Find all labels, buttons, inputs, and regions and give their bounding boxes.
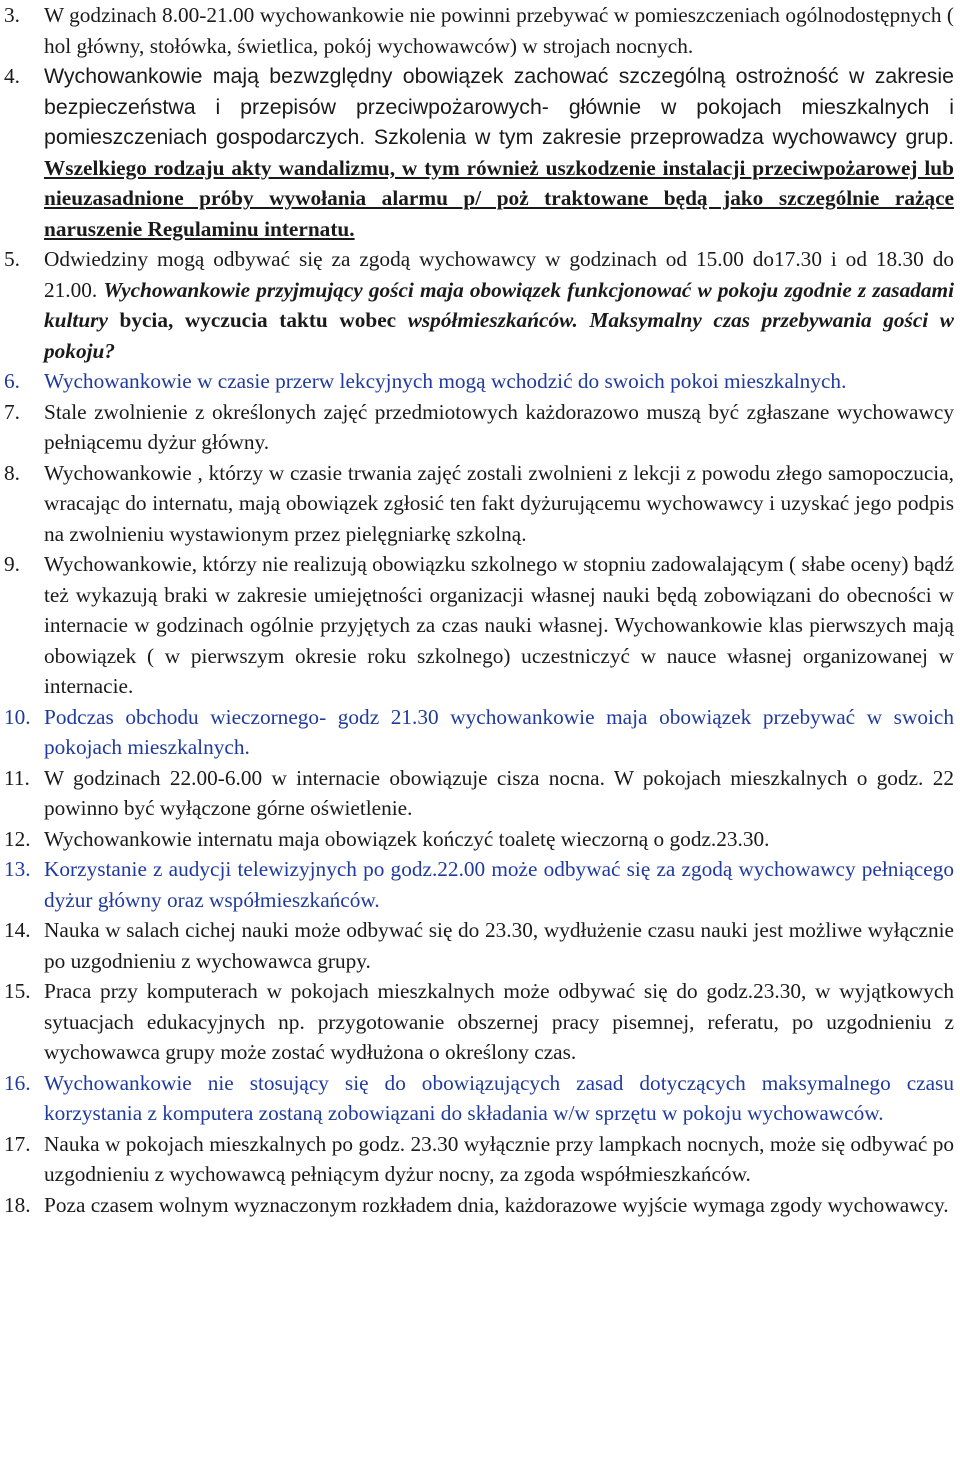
list-item [4, 1129, 954, 1190]
item-text-segment: Wychowankowie w czasie przerw lekcyjnych mogą wchodzić do swoich pokoi mieszkalnych. [44, 369, 847, 393]
item-text-segment: Praca przy komputerach w pokojach mieszkalnych może odbywać się do godz.23.30, w wyjątkowych sytuacjach edukacyjnych np. przygotowanie obszernej pracy pisemnej, referatu, po uzgodnieniu z wychowawca grupy może zostać wydłużona o określony czas. [44, 979, 954, 1064]
item-number: 7. [4, 399, 20, 424]
item-text-segment: Wychowankowie przyjmujący gości maja obowiązek funkcjonować w pokoju zgodnie z zasadami kultury [44, 277, 954, 332]
item-text-segment: Korzystanie z audycji telewizyjnych po godz.22.00 może odbywać się za zgodą wychowawcy pełniącego dyżur główny oraz współmieszkańców. [44, 857, 954, 912]
item-number: 18. [4, 1192, 31, 1217]
item-text-segment: Nauka w pokojach mieszkalnych po godz. 23.30 wyłącznie przy lampkach nocnych, może się odbywać po uzgodnieniu z wychowawcą pełniącym dyżur nocny, za zgoda współmieszkańców. [44, 1131, 954, 1186]
item-text [44, 61, 954, 244]
item-text-segment: Wychowankowie mają bezwzględny obowiązek zachować szczególną ostrożność w zakresie bezpieczeństwa i przepisów przeciwpożarowych- głównie w pokojach mieszkalnych i pomieszczeniach gospodarczych [44, 64, 954, 149]
item-text [44, 1190, 954, 1221]
item-number: 9. [4, 552, 20, 576]
item-number: 12. [4, 826, 31, 851]
list-item [4, 1068, 954, 1129]
list-item [4, 854, 954, 915]
item-text [44, 854, 954, 915]
item-text [44, 1068, 954, 1129]
list-item [4, 824, 954, 855]
item-number: 16. [4, 1070, 31, 1095]
item-text [44, 366, 954, 397]
item-text-segment: Wychowankowie, którzy nie realizują obowiązku szkolnego w stopniu zadowalającym ( słabe oceny) bądź też wykazują braki w zakresie umiejętności organizacji własnej nauki będą zobowiązani do obecności w internacie w godzinach ogólnie przyjętych za czas nauki własnej. Wychowankowie klas pierwszych mają obowiązek ( w pierwszym okresie roku szkolnego) uczestniczyć w nauce własnej organizowanej w internacie. [44, 552, 955, 698]
item-text-segment: współmieszkańców. Maksymalny czas przebywania gości w pokoju? [44, 308, 954, 363]
list-item [4, 61, 954, 244]
item-text-segment: W godzinach 8.00-21.00 wychowankowie nie powinni przebywać w pomieszczeniach ogólnodostępnych ( hol główny, stołówka, świetlica, pokój wychowawców) w strojach nocnych. [44, 3, 954, 58]
item-text [44, 976, 954, 1068]
item-text-segment: W godzinach 22.00-6.00 w internacie obowiązuje cisza nocna. W pokojach mieszkalnych o godz. 22 powinno być wyłączone górne oświetlenie. [44, 765, 954, 820]
list-item [4, 549, 954, 702]
item-text [44, 458, 954, 550]
item-text [44, 397, 954, 458]
item-text [44, 1129, 954, 1190]
item-text-segment: . Szkolenia w tym zakresie przeprowadza wychowawcy grup. [359, 125, 954, 149]
item-text [44, 915, 954, 976]
list-item [4, 366, 954, 397]
item-text [44, 702, 954, 763]
list-item [4, 915, 954, 976]
item-number: 5. [4, 247, 20, 271]
item-number: 15. [4, 979, 31, 1003]
item-text-segment: Odwiedziny mogą odbywać się za zgodą wychowawcy w godzinach od 15.00 do17.30 i od 18.30 do 21.00. [44, 247, 954, 302]
item-text [44, 824, 954, 855]
item-text-segment: Nauka w salach cichej nauki może odbywać się do 23.30, wydłużenie czasu nauki jest możliwe wyłącznie po uzgodnieniu z wychowawca grupy. [44, 918, 954, 973]
item-text-segment: Wychowankowie internatu maja obowiązek kończyć toaletę wieczorną o godz.23.30. [44, 826, 770, 851]
item-number: 14. [4, 918, 31, 942]
item-number: 3. [4, 3, 20, 27]
list-item [4, 702, 954, 763]
item-text [44, 549, 954, 702]
item-number: 10. [4, 704, 31, 729]
item-number: 13. [4, 857, 31, 881]
item-text-segment: Podczas obchodu wieczornego- godz 21.30 wychowankowie maja obowiązek przebywać w swoich pokojach mieszkalnych. [44, 704, 954, 759]
item-text [44, 763, 954, 824]
list-item [4, 458, 954, 550]
item-number: 8. [4, 460, 20, 485]
item-text-segment: Wychowankowie , którzy w czasie trwania zajęć zostali zwolnieni z lekcji z powodu złego samopoczucia, wracając do internatu, mają obowiązek zgłosić ten fakt dyżurującemu wychowawcy i uzyskać jego podpis na zwolnieniu wystawionym przez pielęgniarkę szkolną. [44, 460, 954, 546]
item-text [44, 244, 954, 366]
list-item [4, 397, 954, 458]
list-item [4, 0, 954, 61]
item-number: 11. [4, 765, 30, 790]
list-item [4, 1190, 954, 1221]
list-item [4, 763, 954, 824]
item-number: 17. [4, 1131, 31, 1156]
list-item [4, 976, 954, 1068]
item-text-segment: Stale zwolnienie z określonych zajęć przedmiotowych każdorazowo muszą być zgłaszane wychowawcy pełniącemu dyżur główny. [44, 399, 954, 454]
item-text-segment: Wychowankowie nie stosujący się do obowiązujących zasad dotyczących maksymalnego czasu korzystania z komputera zostaną zobowiązani do składania w/w sprzętu w pokoju wychowawców. [44, 1070, 954, 1125]
item-text-segment: Poza czasem wolnym wyznaczonym rozkładem dnia, każdorazowe wyjście wymaga zgody wychowawcy. [44, 1192, 949, 1217]
list-item [4, 244, 954, 366]
item-number: 6. [4, 369, 20, 393]
item-text [44, 0, 954, 61]
item-text-segment: bycia, wyczucia taktu wobec [107, 308, 408, 332]
item-text-segment: Wszelkiego rodzaju akty wandalizmu, w tym również uszkodzenie instalacji przeciwpożarowej lub nieuzasadnione próby wywołania alarmu p/ poż traktowane będą jako szczególnie rażące naruszenie Regulaminu internatu. [44, 155, 954, 241]
item-number: 4. [4, 64, 20, 88]
